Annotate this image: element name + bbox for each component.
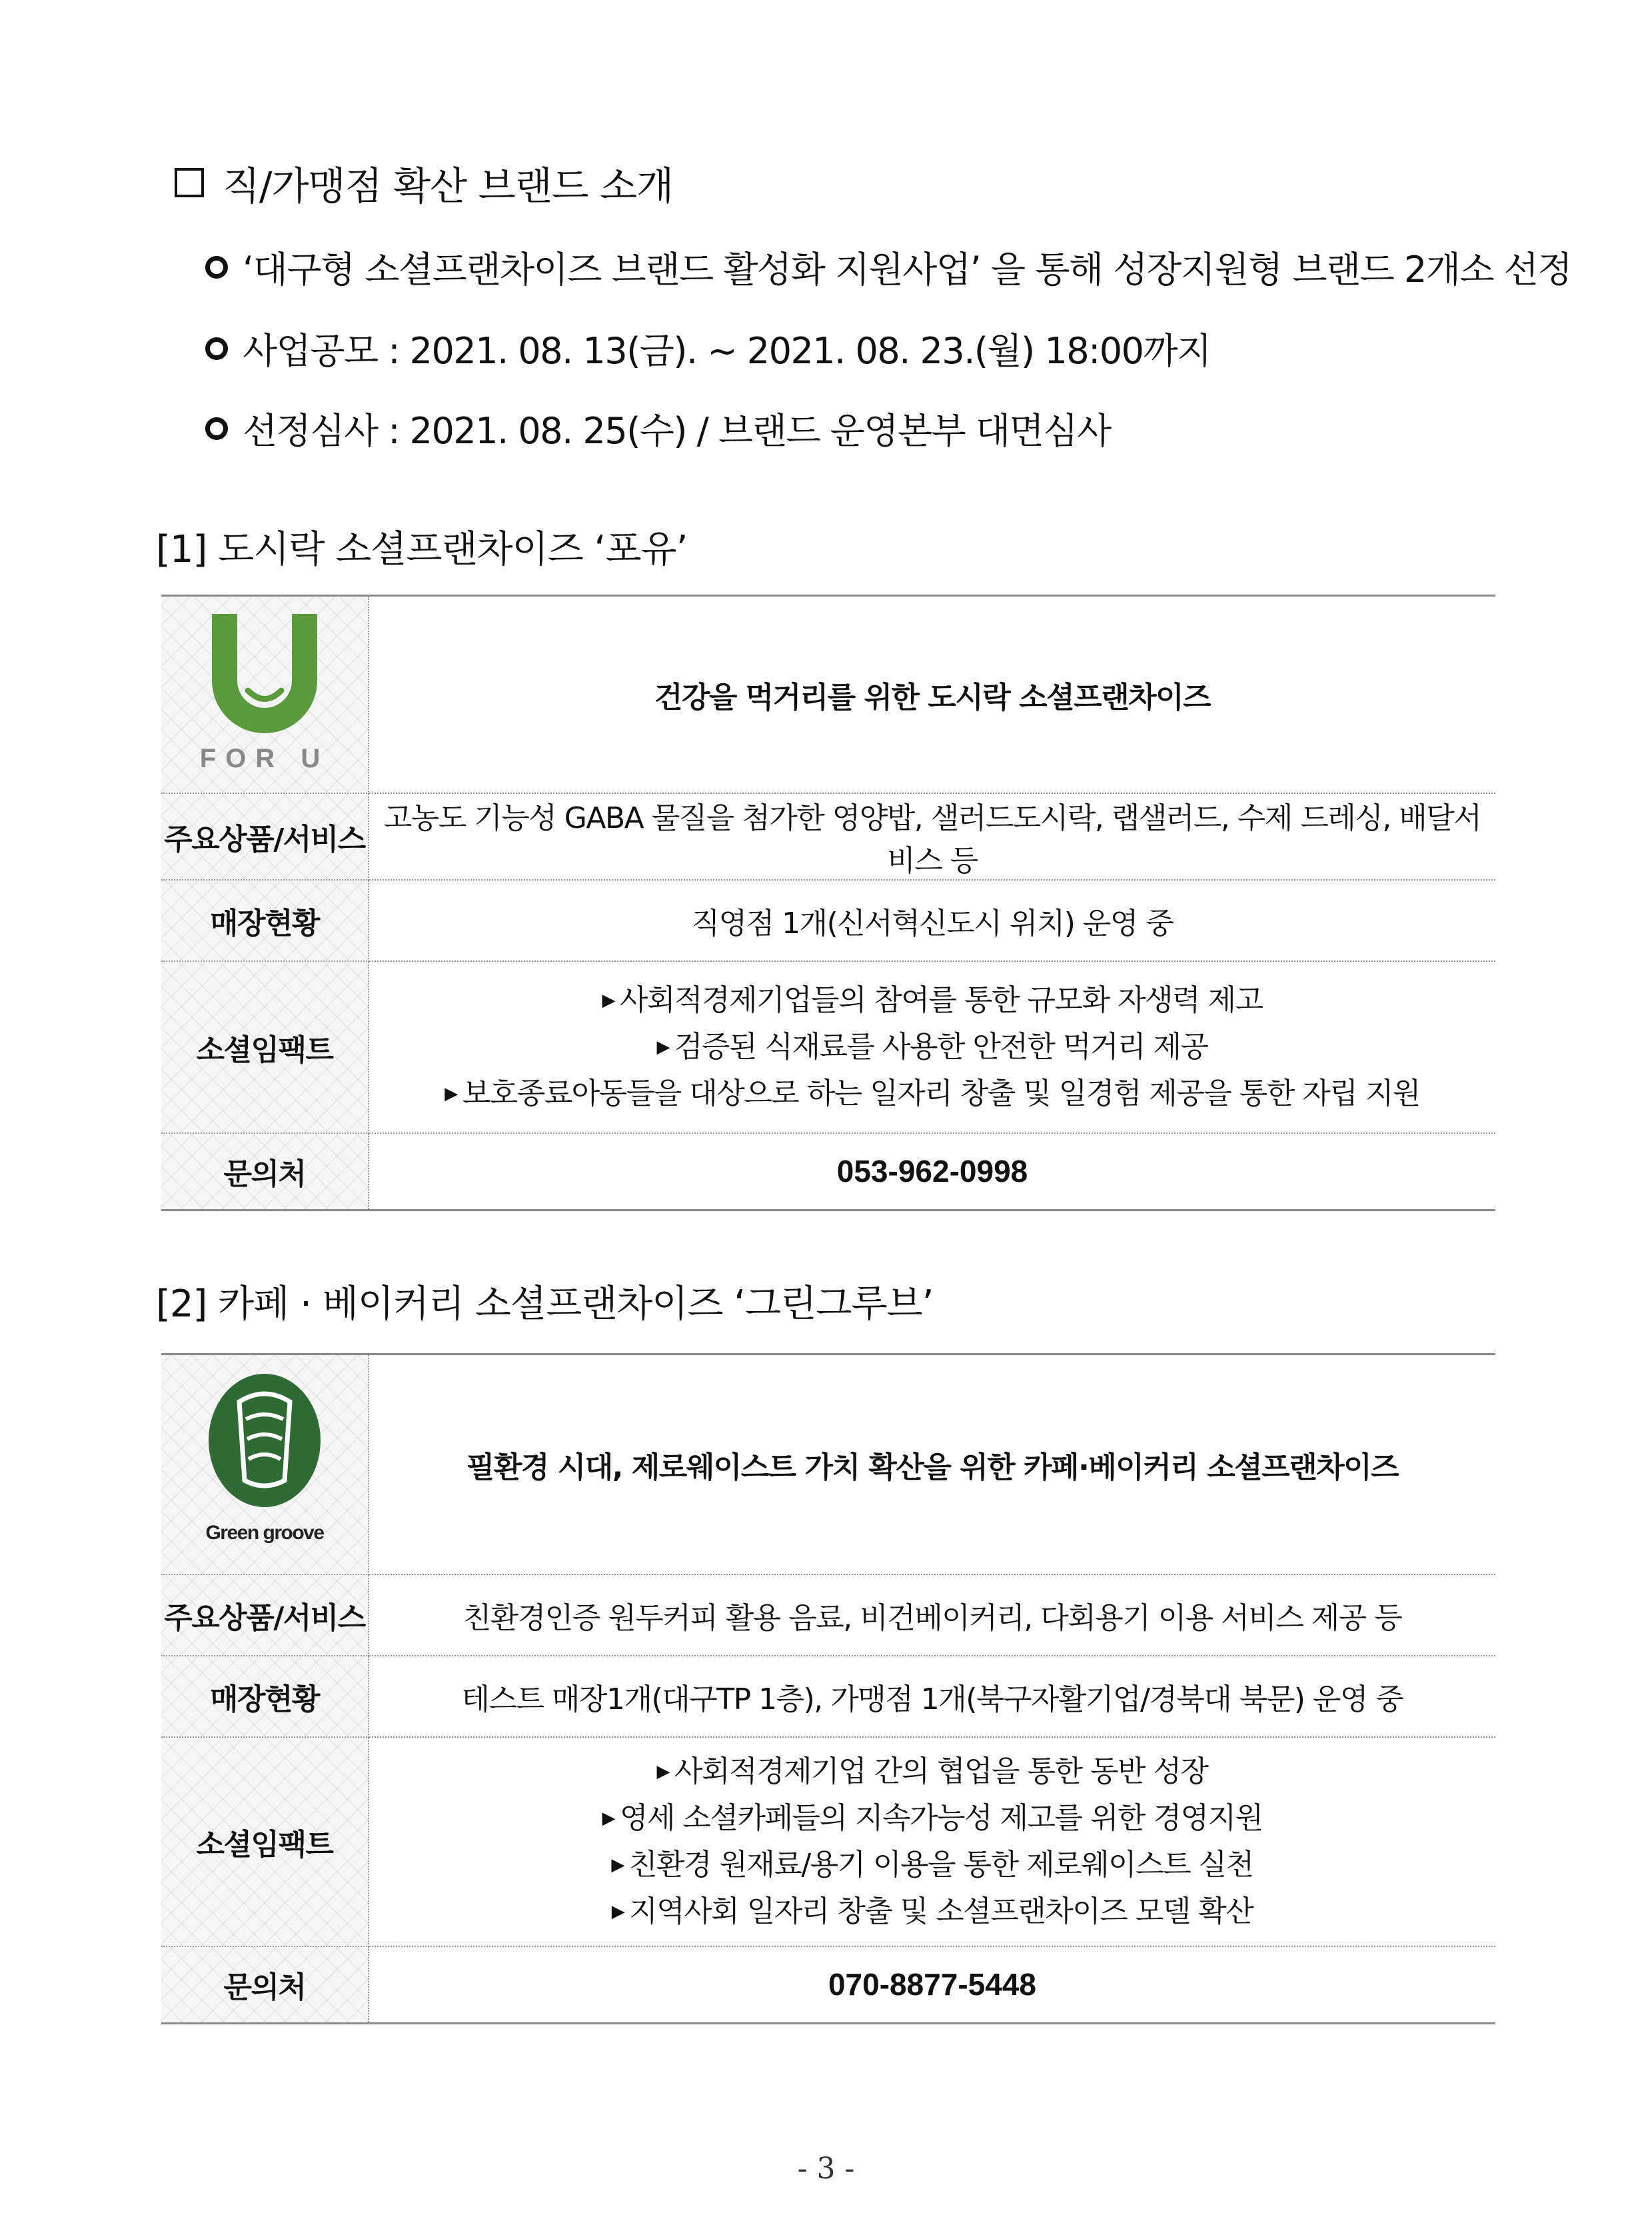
logo-cell	[161, 1354, 369, 1574]
impact-value	[369, 961, 1495, 1133]
page-number: - 3 -	[797, 2152, 855, 2186]
products-label: 주요상품/서비스	[161, 793, 369, 880]
impact-item: ▶ 검증된 식재료를 사용한 안전한 먹거리 제공	[656, 1029, 1208, 1064]
contact-label: 문의처	[161, 1133, 369, 1210]
brand-tagline: 건강을 먹거리를 위한 도시락 소셜프랜차이즈	[369, 596, 1495, 793]
impact-item: ▶ 영세 소셜카페들의 지속가능성 제고를 위한 경영지원	[602, 1800, 1263, 1835]
bullet-item	[205, 241, 1571, 293]
circle-bullet-icon	[205, 337, 228, 360]
bullet-text: 사업공모 : 2021. 08. 13(금). ~ 2021. 08. 23.(월) 18:00까지	[243, 330, 1211, 372]
triangle-bullet-icon: ▶	[611, 1854, 624, 1875]
brand-heading: [2] 카페 · 베이커리 소셜프랜차이즈 ‘그린그루브’	[156, 1282, 934, 1326]
triangle-bullet-icon: ▶	[611, 1901, 624, 1922]
stores-value: 직영점 1개(신서혁신도시 위치) 운영 중	[369, 880, 1495, 961]
circle-bullet-icon	[205, 256, 228, 279]
checkbox-icon	[175, 168, 204, 197]
section-title	[175, 155, 673, 211]
brand-table	[161, 595, 1495, 1211]
triangle-bullet-icon: ▶	[602, 1808, 614, 1828]
section-title-text: 직/가맹점 확산 브랜드 소개	[223, 163, 674, 209]
products-label: 주요상품/서비스	[161, 1574, 369, 1656]
bullet-item	[205, 403, 1111, 454]
impact-item: ▶ 보호종료아동들을 대상으로 하는 일자리 창출 및 일경험 제공을 통한 자립 지원	[444, 1076, 1420, 1111]
circle-bullet-icon	[205, 417, 228, 440]
products-value: 친환경인증 원두커피 활용 음료, 비건베이커리, 다회용기 이용 서비스 제공 등	[369, 1574, 1495, 1656]
triangle-bullet-icon: ▶	[602, 990, 614, 1011]
triangle-bullet-icon: ▶	[656, 1761, 669, 1782]
impact-label: 소셜임팩트	[161, 961, 369, 1133]
bullet-text: 선정심사 : 2021. 08. 25(수) / 브랜드 운영본부 대면심사	[243, 410, 1111, 452]
stores-label: 매장현황	[161, 1656, 369, 1737]
products-value: 고농도 기능성 GABA 물질을 첨가한 영양밥, 샐러드도시락, 랩샐러드, 수제 드레싱, 배달서비스 등	[369, 793, 1495, 880]
logo-text: Green groove	[205, 1522, 324, 1544]
contact-label: 문의처	[161, 1946, 369, 2024]
brand-heading: [1] 도시락 소셜프랜차이즈 ‘포유’	[156, 528, 688, 571]
bullet-text: ‘대구형 소셜프랜차이즈 브랜드 활성화 지원사업’ 을 통해 성장지원형 브랜드 2개소 선정	[243, 249, 1572, 291]
impact-item: ▶ 지역사회 일자리 창출 및 소셜프랜차이즈 모델 확산	[611, 1894, 1253, 1928]
triangle-bullet-icon: ▶	[444, 1083, 457, 1104]
foru-logo	[185, 601, 345, 781]
impact-item: ▶ 사회적경제기업들의 참여를 통한 규모화 자생력 제고	[602, 983, 1263, 1017]
impact-item: ▶ 친환경 원재료/용기 이용을 통한 제로웨이스트 실천	[611, 1847, 1253, 1882]
logo-text: FOR U	[199, 744, 330, 774]
impact-label: 소셜임팩트	[161, 1737, 369, 1946]
stores-value: 테스트 매장1개(대구TP 1층), 가맹점 1개(북구자활기업/경북대 북문) 운영 중	[369, 1656, 1495, 1737]
green-groove-logo	[185, 1360, 345, 1560]
brand-table	[161, 1353, 1495, 2024]
stores-label: 매장현황	[161, 880, 369, 961]
contact-value: 053-962-0998	[369, 1133, 1495, 1210]
logo-cell	[161, 596, 369, 793]
triangle-bullet-icon: ▶	[656, 1037, 669, 1057]
impact-value	[369, 1737, 1495, 1946]
contact-value: 070-8877-5448	[369, 1946, 1495, 2024]
brand-tagline: 필환경 시대, 제로웨이스트 가치 확산을 위한 카페·베이커리 소셜프랜차이즈	[369, 1354, 1495, 1574]
impact-item: ▶ 사회적경제기업 간의 협업을 통한 동반 성장	[656, 1754, 1208, 1788]
bullet-item	[205, 323, 1211, 374]
